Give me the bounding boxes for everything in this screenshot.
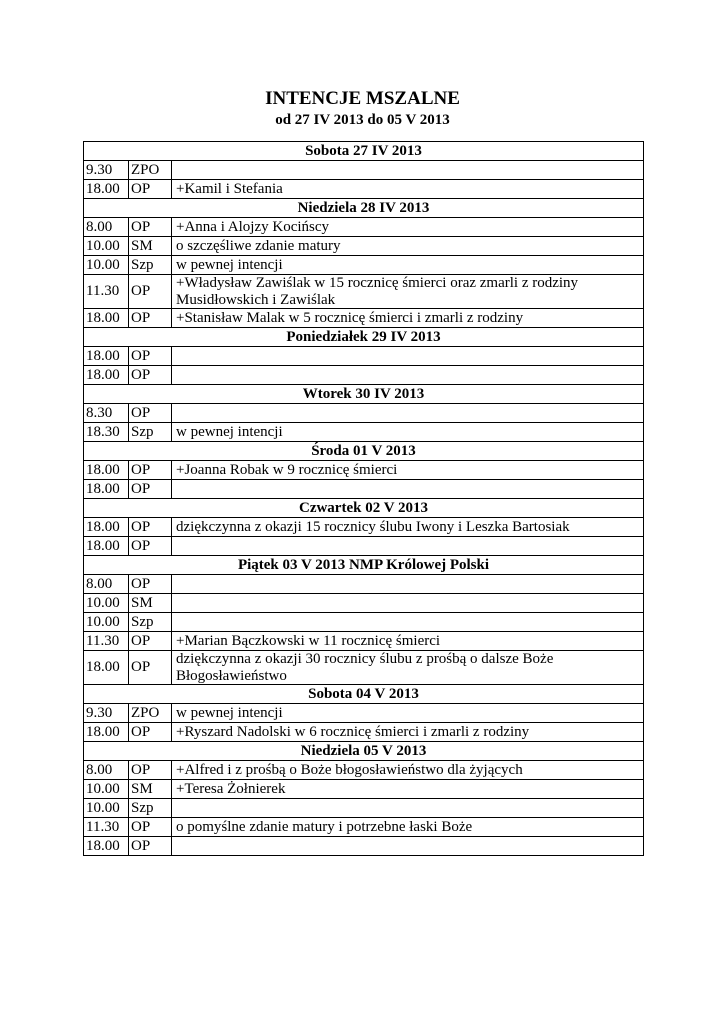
mass-intention: dziękczynna z okazji 30 rocznicy ślubu z prośbą o dalsze Boże Błogosławieństwo [172,651,644,685]
mass-intention [172,799,644,818]
mass-row [84,309,644,328]
day-header-row [84,685,644,704]
mass-intention: +Anna i Alojzy Kocińscy [172,218,644,237]
mass-time: 9.30 [84,161,129,180]
day-header-row [84,328,644,347]
mass-row [84,651,644,685]
mass-celebrant: OP [129,818,172,837]
mass-time: 18.00 [84,837,129,856]
day-header: Środa 01 V 2013 [84,442,644,461]
mass-time: 18.30 [84,423,129,442]
mass-time: 18.00 [84,537,129,556]
mass-time: 10.00 [84,594,129,613]
day-header: Czwartek 02 V 2013 [84,499,644,518]
mass-row [84,347,644,366]
mass-celebrant: OP [129,347,172,366]
mass-intention [172,837,644,856]
mass-celebrant: OP [129,575,172,594]
mass-celebrant: OP [129,366,172,385]
day-header: Sobota 04 V 2013 [84,685,644,704]
mass-row [84,761,644,780]
mass-time: 11.30 [84,275,129,309]
mass-celebrant: OP [129,480,172,499]
day-header-row [84,442,644,461]
mass-celebrant: Szp [129,799,172,818]
mass-time: 8.00 [84,218,129,237]
day-header-row [84,142,644,161]
day-header: Niedziela 28 IV 2013 [84,199,644,218]
mass-time: 10.00 [84,256,129,275]
mass-time: 18.00 [84,723,129,742]
mass-time: 9.30 [84,704,129,723]
mass-row [84,723,644,742]
mass-time: 8.30 [84,404,129,423]
mass-row [84,461,644,480]
mass-intention [172,537,644,556]
mass-time: 18.00 [84,461,129,480]
mass-row [84,275,644,309]
mass-celebrant: OP [129,218,172,237]
day-header-row [84,742,644,761]
day-header: Piątek 03 V 2013 NMP Królowej Polski [84,556,644,575]
mass-time: 18.00 [84,480,129,499]
mass-intention [172,575,644,594]
mass-celebrant: OP [129,180,172,199]
mass-row [84,613,644,632]
mass-celebrant: OP [129,537,172,556]
mass-intention: +Teresa Żołnierek [172,780,644,799]
mass-intention: w pewnej intencji [172,256,644,275]
mass-time: 18.00 [84,518,129,537]
mass-row [84,818,644,837]
mass-row [84,256,644,275]
document-title: INTENCJE MSZALNE [265,88,460,109]
mass-intention: +Alfred i z prośbą o Boże błogosławieństwo dla żyjących [172,761,644,780]
mass-celebrant: Szp [129,256,172,275]
mass-intention: o pomyślne zdanie matury i potrzebne łaski Boże [172,818,644,837]
mass-row [84,537,644,556]
mass-row [84,704,644,723]
mass-row [84,780,644,799]
mass-intention: o szczęśliwe zdanie matury [172,237,644,256]
mass-time: 18.00 [84,180,129,199]
mass-time: 11.30 [84,818,129,837]
mass-celebrant: ZPO [129,704,172,723]
mass-celebrant: OP [129,309,172,328]
mass-intention: +Joanna Robak w 9 rocznicę śmierci [172,461,644,480]
mass-row [84,480,644,499]
mass-celebrant: SM [129,237,172,256]
mass-row [84,632,644,651]
mass-intention [172,613,644,632]
mass-intention [172,594,644,613]
mass-intention [172,480,644,499]
mass-time: 10.00 [84,780,129,799]
mass-row [84,518,644,537]
mass-intention: w pewnej intencji [172,704,644,723]
day-header-row [84,499,644,518]
mass-time: 18.00 [84,347,129,366]
mass-row [84,218,644,237]
day-header: Sobota 27 IV 2013 [84,142,644,161]
mass-celebrant: ZPO [129,161,172,180]
mass-time: 18.00 [84,366,129,385]
mass-celebrant: OP [129,723,172,742]
mass-celebrant: SM [129,594,172,613]
mass-row [84,575,644,594]
mass-time: 18.00 [84,651,129,685]
mass-time: 11.30 [84,632,129,651]
mass-intention [172,347,644,366]
mass-row [84,837,644,856]
mass-celebrant: Szp [129,613,172,632]
day-header-row [84,199,644,218]
mass-row [84,180,644,199]
day-header-row [84,385,644,404]
day-header: Poniedziałek 29 IV 2013 [84,328,644,347]
mass-time: 10.00 [84,237,129,256]
mass-celebrant: OP [129,518,172,537]
intentions-table [83,141,644,856]
mass-celebrant: OP [129,404,172,423]
mass-intention: +Marian Bączkowski w 11 rocznicę śmierci [172,632,644,651]
mass-row [84,799,644,818]
mass-intention: +Władysław Zawiślak w 15 rocznicę śmierci oraz zmarli z rodziny Musidłowskich i Zawiślak [172,275,644,309]
mass-row [84,161,644,180]
mass-celebrant: Szp [129,423,172,442]
mass-celebrant: OP [129,461,172,480]
mass-time: 10.00 [84,613,129,632]
mass-row [84,366,644,385]
mass-intention: +Kamil i Stefania [172,180,644,199]
intentions-table-body [84,142,644,856]
day-header: Niedziela 05 V 2013 [84,742,644,761]
mass-celebrant: OP [129,651,172,685]
mass-row [84,423,644,442]
mass-time: 8.00 [84,575,129,594]
mass-row [84,404,644,423]
mass-intention [172,366,644,385]
mass-row [84,594,644,613]
mass-intention [172,161,644,180]
document-subtitle: od 27 IV 2013 do 05 V 2013 [275,112,450,128]
mass-intention: w pewnej intencji [172,423,644,442]
mass-intention: +Stanisław Malak w 5 rocznicę śmierci i zmarli z rodziny [172,309,644,328]
mass-intention [172,404,644,423]
mass-time: 10.00 [84,799,129,818]
mass-time: 18.00 [84,309,129,328]
day-header: Wtorek 30 IV 2013 [84,385,644,404]
day-header-row [84,556,644,575]
mass-intention: dziękczynna z okazji 15 rocznicy ślubu Iwony i Leszka Bartosiak [172,518,644,537]
mass-celebrant: OP [129,275,172,309]
mass-celebrant: SM [129,780,172,799]
mass-celebrant: OP [129,632,172,651]
mass-celebrant: OP [129,761,172,780]
mass-row [84,237,644,256]
mass-time: 8.00 [84,761,129,780]
mass-celebrant: OP [129,837,172,856]
mass-intention: +Ryszard Nadolski w 6 rocznicę śmierci i zmarli z rodziny [172,723,644,742]
